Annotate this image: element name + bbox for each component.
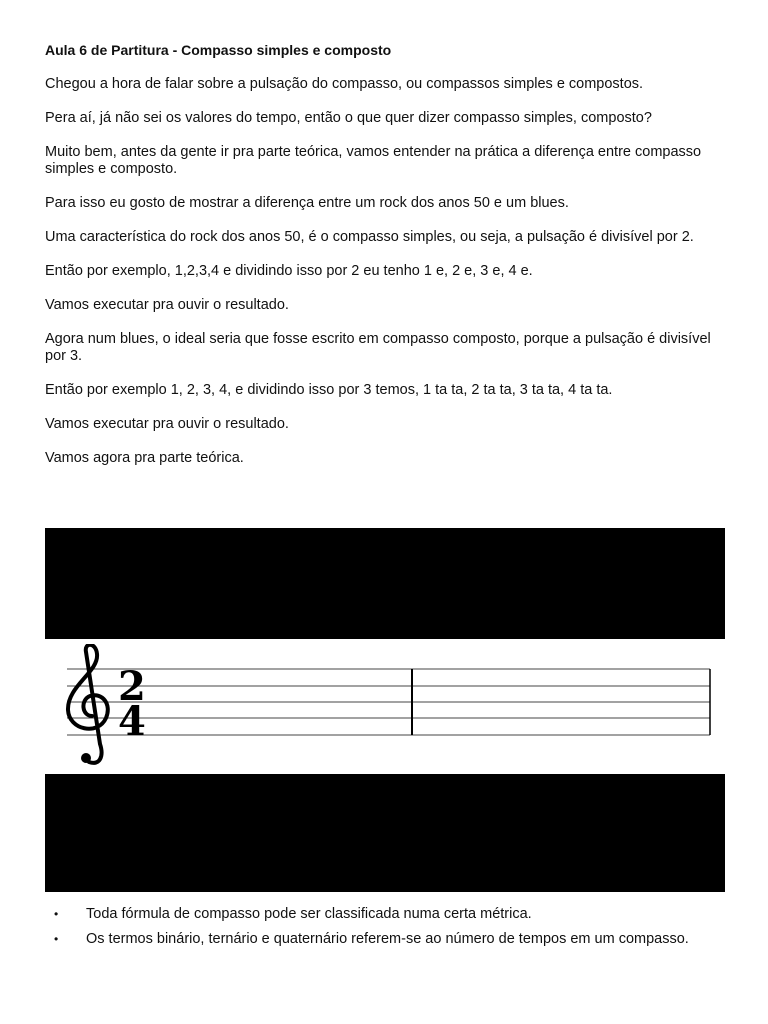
bullet-icon: • (54, 907, 59, 921)
paragraph: Muito bem, antes da gente ir pra parte teórica, vamos entender na prática a diferença entre compasso simples e composto. (45, 144, 702, 177)
paragraph: Vamos executar pra ouvir o resultado. (45, 416, 289, 432)
list-item-text: Os termos binário, ternário e quaternário referem-se ao número de tempos em um compasso. (86, 931, 689, 947)
list-item (45, 906, 725, 923)
paragraph: Vamos agora pra parte teórica. (45, 450, 244, 466)
redacted-image-bottom (45, 774, 725, 892)
time-signature-top: 2 (118, 663, 146, 710)
paragraph: Então por exemplo 1, 2, 3, 4, e dividindo isso por 3 temos, 1 ta ta, 2 ta ta, 3 ta ta, 4 ta ta. (45, 382, 613, 398)
time-signature-bottom: 4 (118, 698, 146, 745)
paragraph: Chegou a hora de falar sobre a pulsação do compasso, ou compassos simples e compostos. (45, 76, 644, 92)
list-item (45, 931, 725, 948)
paragraph: Pera aí, já não sei os valores do tempo, então o que quer dizer compasso simples, composto? (45, 110, 652, 126)
paragraph: Então por exemplo, 1,2,3,4 e dividindo isso por 2 eu tenho 1 e, 2 e, 3 e, 4 e. (45, 263, 533, 279)
paragraph: Uma característica do rock dos anos 50, é o compasso simples, ou seja, a pulsação é divisível por 2. (45, 229, 694, 245)
bullet-list (45, 906, 725, 956)
paragraph: Para isso eu gosto de mostrar a diferença entre um rock dos anos 50 e um blues. (45, 195, 569, 211)
list-item-text: Toda fórmula de compasso pode ser classificada numa certa métrica. (86, 906, 532, 922)
bullet-icon: • (54, 932, 59, 946)
document-body (45, 42, 725, 484)
staff-svg (62, 644, 714, 768)
music-staff (62, 644, 714, 768)
document-title: Aula 6 de Partitura - Compasso simples e composto (45, 42, 392, 58)
paragraph: Agora num blues, o ideal seria que fosse escrito em compasso composto, porque a pulsação é divisível por 3. (45, 331, 711, 364)
redacted-image-top (45, 528, 725, 639)
treble-clef-icon (68, 645, 108, 763)
paragraph: Vamos executar pra ouvir o resultado. (45, 297, 289, 313)
